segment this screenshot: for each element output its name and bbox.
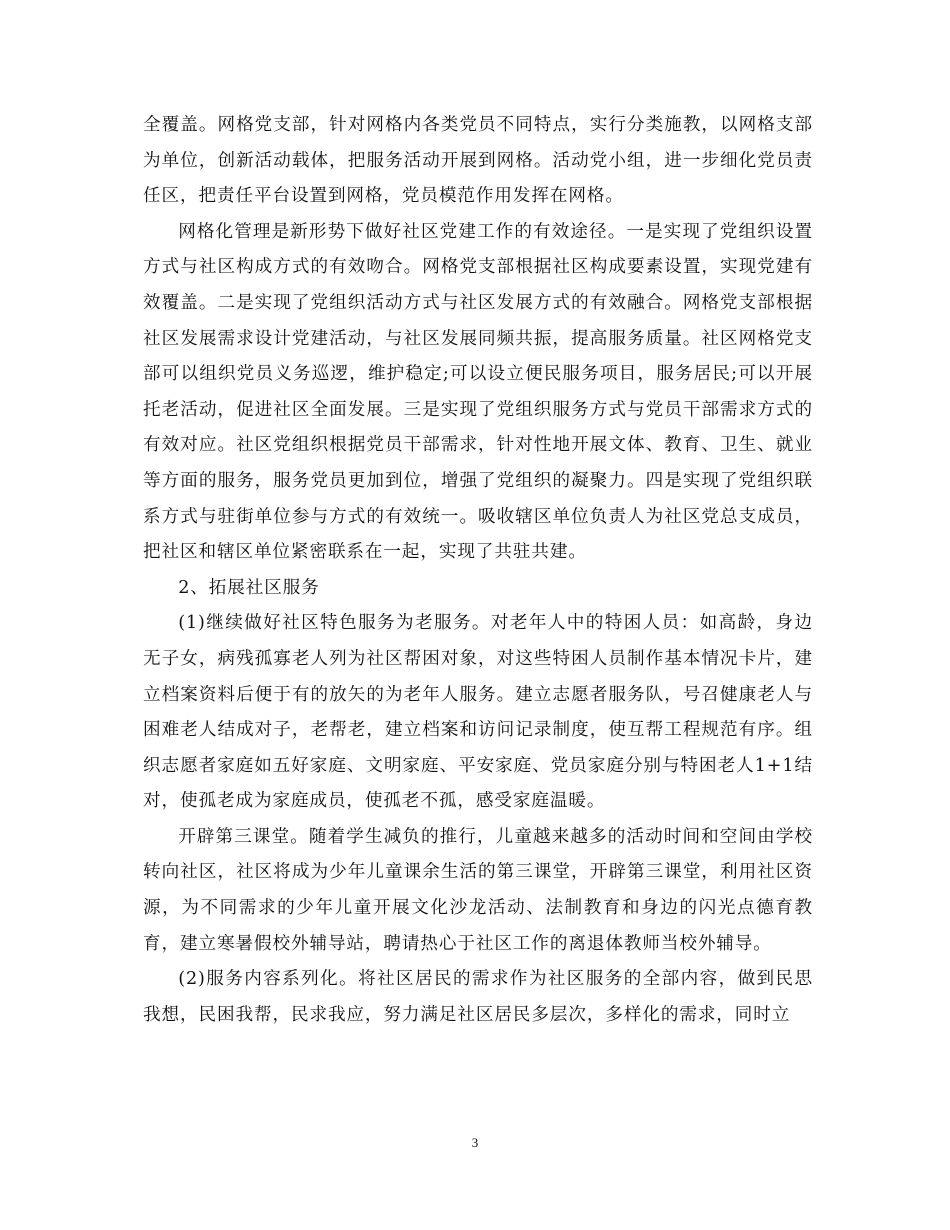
section-heading-expand-community-services: 2、拓展社区服务 bbox=[178, 577, 320, 598]
paragraph-service-content: (2)服务内容系列化。将社区居民的需求作为社区服务的全部内容，做到民思我想，民困我帮，民求我应，努力满足社区居民多层次，多样化的需求，同时立 bbox=[143, 969, 813, 1025]
paragraph-1: 全覆盖。网格党支部，针对网格内各类党员不同特点，实行分类施教，以网格支部为单位，创新活动载体，把服务活动开展到网格。活动党小组，进一步细化党员责任区，把责任平台设置到网格，党员模范作用发挥在网格。 bbox=[143, 115, 813, 207]
page-number: 3 bbox=[471, 1135, 479, 1150]
document-body bbox=[143, 108, 813, 1033]
paragraph-third-classroom: 开辟第三课堂。随着学生减负的推行，儿童越来越多的活动时间和空间由学校转向社区，社区将成为少年儿童课余生活的第三课堂，开辟第三课堂，利用社区资源，为不同需求的少年儿童开展文化沙龙活动、法制教育和身边的闪光点德育教育，建立寒暑假校外辅导站，聘请热心于社区工作的离退体教师当校外辅导。 bbox=[143, 826, 813, 954]
paragraph-2: 网格化管理是新形势下做好社区党建工作的有效途径。一是实现了党组织设置方式与社区构成方式的有效吻合。网格党支部根据社区构成要素设置，实现党建有效覆盖。二是实现了党组织活动方式与社区发展方式的有效融合。网格党支部根据社区发展需求设计党建活动，与社区发展同频共振，提高服务质量。社区网格党支部可以组织党员义务巡逻，维护稳定;可以设立便民服务项目，服务居民;可以开展托老活动，促进社区全面发展。三是实现了党组织服务方式与党员干部需求方式的有效对应。社区党组织根据党员干部需求，针对性地开展文体、教育、卫生、就业等方面的服务，服务党员更加到位，增强了党组织的凝聚力。四是实现了党组织联系方式与驻街单位参与方式的有效统一。吸收辖区单位负责人为社区党总支成员，把社区和辖区单位紧密联系在一起，实现了共驻共建。 bbox=[143, 221, 813, 563]
paragraph-elderly-services: (1)继续做好社区特色服务为老服务。对老年人中的特困人员：如高龄，身边无子女，病残孤寡老人列为社区帮困对象，对这些特困人员制作基本情况卡片，建立档案资料后便于有的放矢的为老年人服务。建立志愿者服务队，号召健康老人与困难老人结成对子，老帮老，建立档案和访问记录制度，使互帮工程规范有序。组织志愿者家庭如五好家庭、文明家庭、平安家庭、党员家庭分别与特困老人1+1结对，使孤老成为家庭成员，使孤老不孤，感受家庭温暖。 bbox=[143, 613, 813, 812]
